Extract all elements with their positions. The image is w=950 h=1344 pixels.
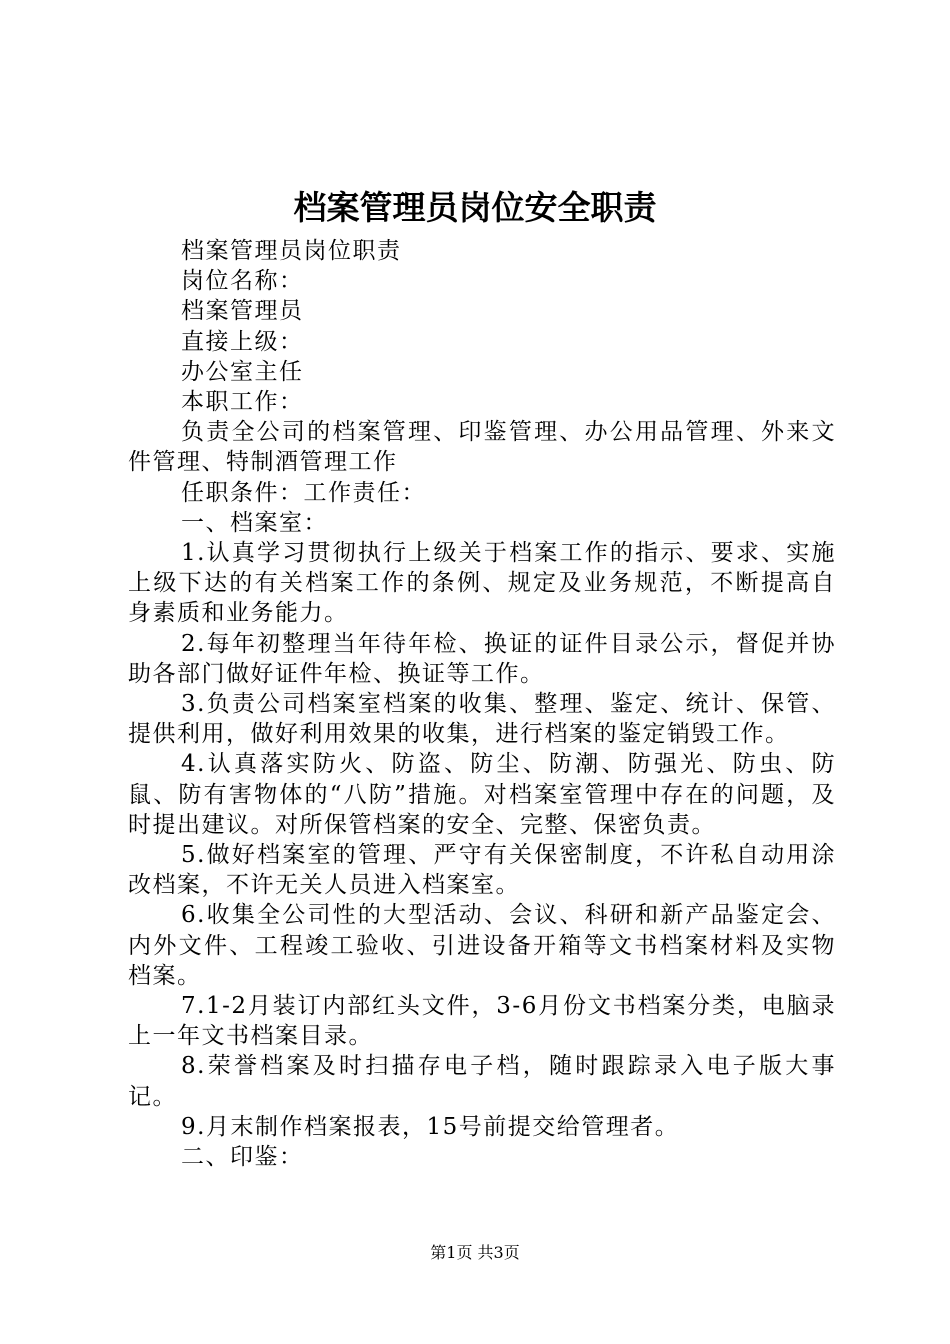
paragraph: 1.认真学习贯彻执行上级关于档案工作的指示、要求、实施上级下达的有关档案工作的条例、规定及业务规范，不断提高自身素质和业务能力。 (128, 540, 836, 627)
paragraph: 一、档案室： (181, 509, 328, 536)
paragraph: 6.收集全公司性的大型活动、会议、科研和新产品鉴定会、内外文件、工程竣工验收、引进设备开箱等文书档案材料及实物档案。 (128, 902, 836, 989)
paragraph: 二、印鉴： (181, 1144, 304, 1171)
paragraph: 5.做好档案室的管理、严守有关保密制度，不许私自动用涂改档案，不许无关人员进入档案室。 (128, 842, 836, 899)
page-footer: 第1页 共3页 (430, 1243, 520, 1262)
paragraph: 8.荣誉档案及时扫描存电子档，随时跟踪录入电子版大事记。 (128, 1053, 836, 1110)
paragraph: 4.认真落实防火、防盗、防尘、防潮、防强光、防虫、防鼠、防有害物体的“八防”措施。对档案室管理中存在的问题，及时提出建议。对所保管档案的安全、完整、保密负责。 (128, 751, 836, 838)
paragraph: 2.每年初整理当年待年检、换证的证件目录公示，督促并协助各部门做好证件年检、换证等工作。 (128, 630, 836, 687)
paragraph: 负责全公司的档案管理、印鉴管理、办公用品管理、外来文件管理、特制酒管理工作 (128, 419, 836, 476)
document-title: 档案管理员岗位安全职责 (293, 188, 657, 227)
paragraph: 档案管理员岗位职责 (181, 238, 402, 264)
document-body (128, 236, 836, 1172)
paragraph: 办公室主任 (181, 358, 304, 385)
paragraph: 9.月末制作档案报表，15号前提交给管理者。 (181, 1113, 680, 1140)
paragraph: 3.负责公司档案室档案的收集、整理、鉴定、统计、保管、提供利用，做好利用效果的收集，进行档案的鉴定销毁工作。 (128, 691, 836, 748)
paragraph: 7.1-2月装订内部红头文件，3-6月份文书档案分类，电脑录上一年文书档案目录。 (128, 993, 836, 1050)
paragraph: 直接上级： (181, 328, 304, 355)
paragraph: 本职工作： (181, 389, 304, 416)
paragraph: 档案管理员 (181, 298, 304, 325)
paragraph: 岗位名称： (181, 268, 304, 295)
paragraph: 任职条件：工作责任： (181, 479, 426, 506)
